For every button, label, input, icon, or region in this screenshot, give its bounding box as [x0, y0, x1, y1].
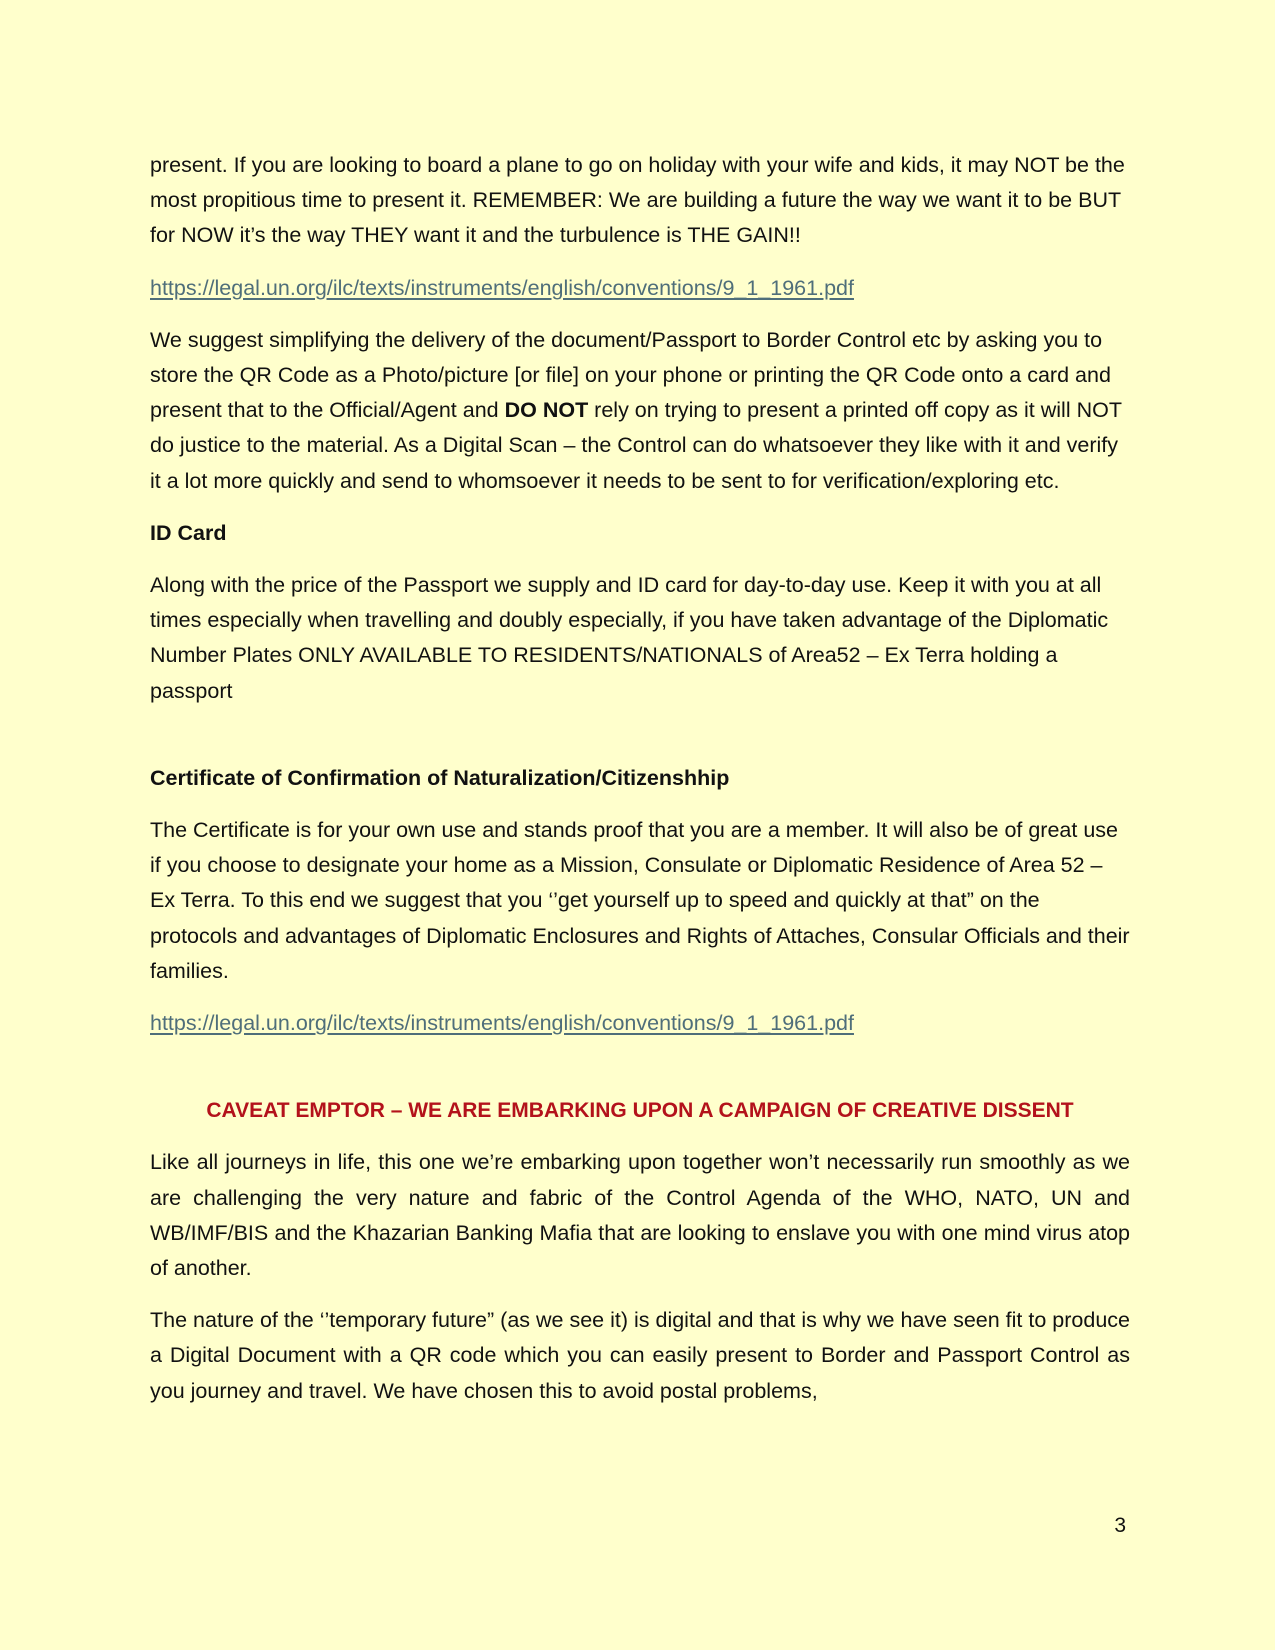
link-text[interactable]: https://legal.un.org/ilc/texts/instruments/english/conventions/9_1_1961.pdf — [150, 1011, 854, 1036]
spacer — [150, 726, 1130, 761]
qr-text-before: We suggest simplifying the delivery of the document/Passport to Border Control etc by asking you to store the QR Code as a Photo/picture [or file] on your phone or printing the QR Code onto a card and present that to the Official/Agent and — [150, 327, 1111, 423]
vienna-convention-link-2[interactable] — [150, 1006, 1130, 1041]
heading-certificate: Certificate of Confirmation of Naturalization/Citizenshhip — [150, 765, 730, 790]
heading-caveat-emptor: CAVEAT EMPTOR – WE ARE EMBARKING UPON A CAMPAIGN OF CREATIVE DISSENT — [206, 1099, 1074, 1123]
paragraph-journeys: Like all journeys in life, this one we’re embarking upon together won’t necessarily run smoothly as we are challenging the very nature and fabric of the Control Agenda of the WHO, NATO, UN and WB/IMF/BIS and the Khazarian Banking Mafia that are looking to enslave you with one mind virus atop of another. — [150, 1150, 1130, 1281]
paragraph-digital-document: The nature of the ‘’temporary future” (as we see it) is digital and that is why we have seen fit to produce a Digital Document with a QR code which you can easily present to Border and Passport Control as you journey and travel. We have chosen this to avoid postal problems, — [150, 1308, 1130, 1403]
link-text[interactable]: https://legal.un.org/ilc/texts/instruments/english/conventions/9_1_1961.pdf — [150, 275, 854, 300]
page-number: 3 — [1114, 1514, 1126, 1537]
spacer — [150, 1058, 1130, 1093]
qr-text-after: rely on trying to present a printed off copy as it will NOT do justice to the material. As a Digital Scan – the Control can do whatsoever they like with it and verify it a lot more quickly and send to whomsoever it needs to be sent to for verification/exploring etc. — [150, 398, 1122, 493]
paragraph-certificate: The Certificate is for your own use and stands proof that you are a member. It will also be of great use if you choose to designate your home as a Mission, Consulate or Diplomatic Residence of Area 52 – Ex Terra. To this end we suggest that you ‘’get yourself up to speed and quickly at that” on the protocols and advantages of Diplomatic Enclosures and Rights of Attaches, Consular Officials and their families. — [150, 818, 1130, 983]
heading-id-card: ID Card — [150, 520, 227, 545]
document-page — [150, 148, 1130, 1426]
do-not-emphasis: DO NOT — [504, 398, 589, 423]
paragraph-qr-code-delivery — [150, 323, 1130, 499]
paragraph-id-card: Along with the price of the Passport we supply and ID card for day-to-day use. Keep it with you at all times especially when travelling and doubly especially, if you have taken advantage of the Diplomatic Number Plates ONLY AVAILABLE TO RESIDENTS/NATIONALS of Area52 – Ex Terra holding a passport — [150, 573, 1109, 703]
vienna-convention-link-1[interactable] — [150, 271, 1130, 306]
paragraph-boarding-notice: present. If you are looking to board a plane to go on holiday with your wife and kids, it may NOT be the most propitious time to present it. REMEMBER: We are building a future the way we want it to be BUT for NOW it’s the way THEY want it and the turbulence is THE GAIN!! — [150, 153, 1125, 248]
